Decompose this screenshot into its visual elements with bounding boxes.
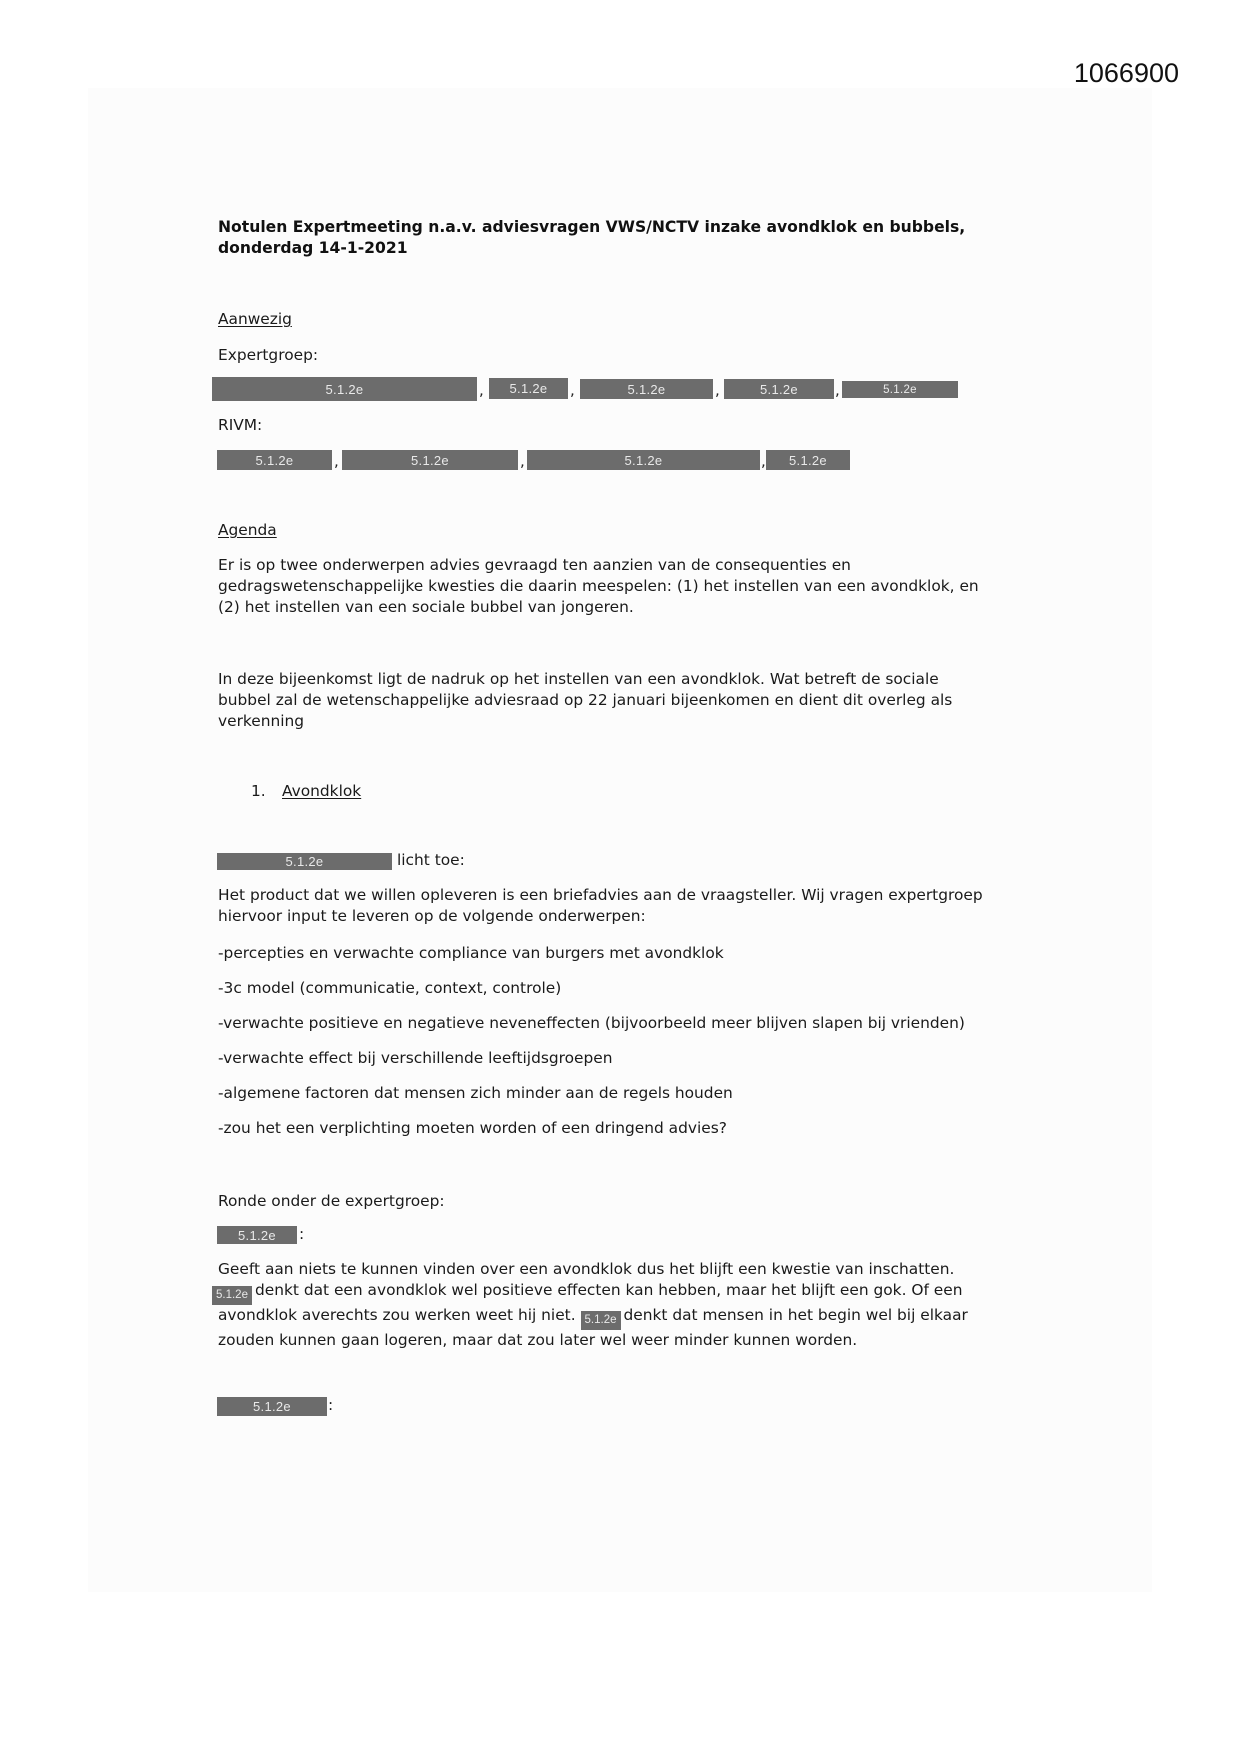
text-line: In deze bijeenkomst ligt de nadruk op het instellen van een avondklok. Wat betreft de sociale <box>218 670 939 688</box>
redaction-box: 5.1.2e <box>580 379 713 399</box>
topic-item: -verwachte effect bij verschillende leeftijdsgroepen <box>218 1049 613 1067</box>
separator: , <box>520 452 525 470</box>
redaction-box: 5.1.2e <box>212 377 477 401</box>
speaker-redaction: 5.1.2e <box>217 1226 297 1244</box>
section-number: 1. <box>251 782 266 800</box>
separator: , <box>835 381 840 399</box>
topic-item: -algemene factoren dat mensen zich minder aan de regels houden <box>218 1084 733 1102</box>
redaction-box: 5.1.2e <box>342 450 518 470</box>
text-line <box>218 1280 968 1305</box>
separator: , <box>761 452 766 470</box>
redaction-box: 5.1.2e <box>766 450 850 470</box>
separator: , <box>570 381 575 399</box>
speaker-suffix: : <box>328 1396 334 1414</box>
redaction-box: 5.1.2e <box>724 379 834 399</box>
attendance-heading: Aanwezig <box>218 310 292 328</box>
inline-redaction: 5.1.2e <box>212 1286 252 1305</box>
redaction-box: 5.1.2e <box>527 450 760 470</box>
topic-item: -verwachte positieve en negatieve neveneffecten (bijvoorbeeld meer blijven slapen bij vrienden) <box>218 1014 965 1032</box>
text-line: verkenning <box>218 712 305 730</box>
text-line: bubbel zal de wetenschappelijke adviesraad op 22 januari bijeenkomen en dient dit overleg als <box>218 691 953 709</box>
expert-group-label: Expertgroep: <box>218 346 319 364</box>
speaker-redaction: 5.1.2e <box>217 1397 327 1416</box>
text-fragment: denkt dat een avondklok wel positieve effecten kan hebben, maar het blijft een gok. Of een <box>254 1281 963 1299</box>
rivm-label: RIVM: <box>218 416 263 434</box>
inline-redaction: 5.1.2e <box>581 1311 621 1330</box>
text-line: Het product dat we willen opleveren is een briefadvies aan de vraagsteller. Wij vragen expertgroep <box>218 886 983 904</box>
text-line: gedragswetenschappelijke kwesties die daarin meespelen: (1) het instellen van een avondklok, en <box>218 577 979 595</box>
speaker-suffix: : <box>299 1225 305 1243</box>
text-line: hiervoor input te leveren op de volgende onderwerpen: <box>218 907 646 925</box>
document-title <box>218 217 965 259</box>
agenda-heading: Agenda <box>218 521 277 539</box>
redaction-box: 5.1.2e <box>217 450 332 470</box>
text-line: (2) het instellen van een sociale bubbel van jongeren. <box>218 598 634 616</box>
separator: , <box>715 381 720 399</box>
text-line: Geeft aan niets te kunnen vinden over een avondklok dus het blijft een kwestie van inschatten. <box>218 1260 955 1278</box>
text-line: Er is op twee onderwerpen advies gevraagd ten aanzien van de consequenties en <box>218 556 851 574</box>
topic-item: -3c model (communicatie, context, controle) <box>218 979 562 997</box>
topic-item: -zou het een verplichting moeten worden of een dringend advies? <box>218 1119 727 1137</box>
redaction-box: 5.1.2e <box>489 378 568 399</box>
text-line: zouden kunnen gaan logeren, maar dat zou later wel weer minder kunnen worden. <box>218 1331 858 1349</box>
separator: , <box>479 381 484 399</box>
section-heading-avondklok: Avondklok <box>282 782 362 800</box>
text-fragment: avondklok averechts zou werken weet hij niet. <box>218 1306 576 1324</box>
topic-item: -percepties en verwachte compliance van burgers met avondklok <box>218 944 724 962</box>
redaction-box: 5.1.2e <box>842 381 958 398</box>
separator: , <box>334 452 339 470</box>
speaker-1-paragraph <box>218 1259 968 1351</box>
title-line-1: Notulen Expertmeeting n.a.v. adviesvragen VWS/NCTV inzake avondklok en bubbels, <box>218 218 966 236</box>
speaker-redaction: 5.1.2e <box>217 853 392 870</box>
agenda-paragraph-2 <box>218 669 952 732</box>
document-number: 1066900 <box>1073 58 1179 88</box>
intro-paragraph <box>218 885 983 927</box>
agenda-paragraph-1 <box>218 555 979 618</box>
text-line <box>218 1305 968 1330</box>
text-fragment: denkt dat mensen in het begin wel bij elkaar <box>623 1306 968 1324</box>
title-line-2: donderdag 14-1-2021 <box>218 239 408 257</box>
round-heading: Ronde onder de expertgroep: <box>218 1192 445 1210</box>
speaker-suffix: licht toe: <box>397 851 465 869</box>
